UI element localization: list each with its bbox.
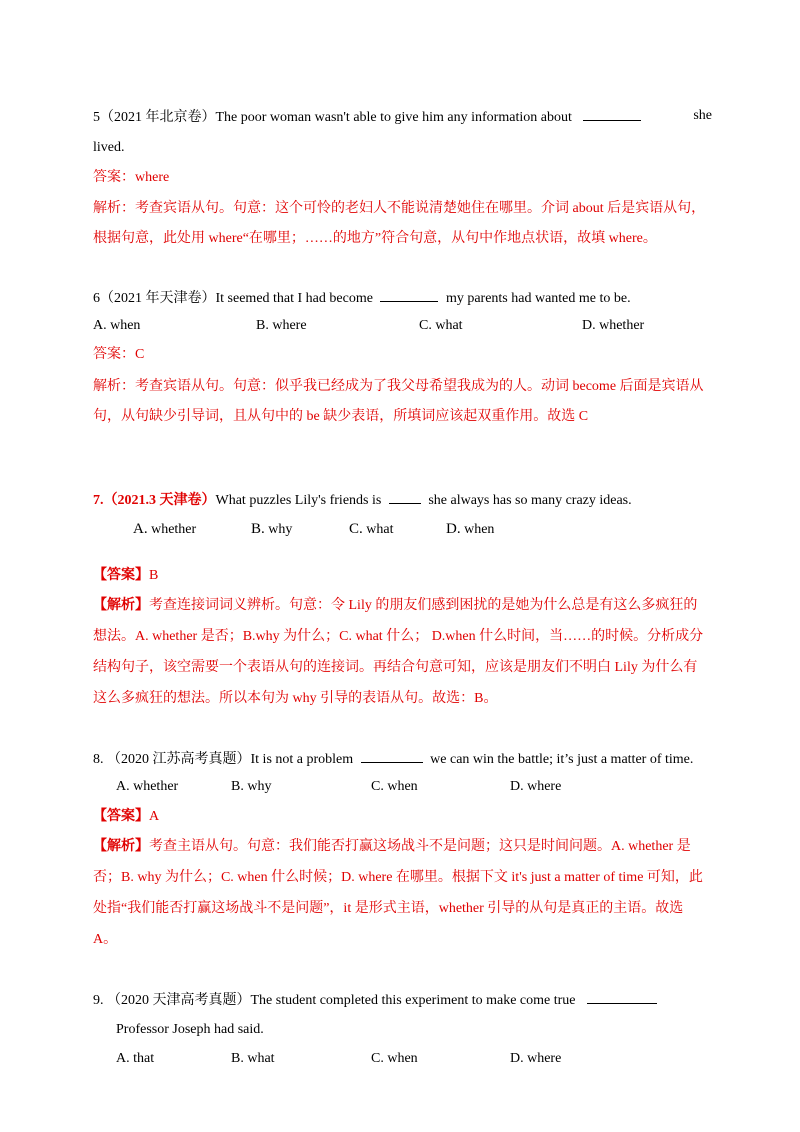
q8-analysis-line2: 否；B. why 为什么；C. when 什么时候；D. where 在哪里。根据下文 it's just a matter of time 可知，此: [93, 870, 703, 885]
q7-source: 7.（2021.3 天津卷）: [93, 493, 216, 508]
q8-option-c: C. when: [371, 779, 418, 794]
q7-stem: [93, 489, 712, 511]
q5-stem-after: she: [693, 108, 712, 123]
q5-analysis-line2: 根据句意，此处用 where“在哪里；……的地方”符合句意，从句中作地点状语，故填 where。: [93, 231, 657, 246]
q5-stem-line2: lived.: [93, 140, 125, 155]
q9-option-c: C. when: [371, 1051, 418, 1066]
q5-analysis-line1: 解析：考查宾语从句。句意：这个可怜的老妇人不能说清楚她住在哪里。介词 about 后是宾语从句，: [93, 201, 706, 216]
q6-options: [93, 316, 693, 336]
q8-analysis-line1: 【解析】考查主语从句。句意：我们能否打赢这场战斗不是问题；这只是时间问题。A. whether 是: [93, 839, 691, 854]
q8-answer: 【答案】A: [93, 809, 160, 824]
q5-stem: [93, 106, 712, 128]
q9-option-d: D. where: [510, 1051, 562, 1066]
q8-blank: [361, 748, 423, 763]
q6-stem-after: my parents had wanted me to be.: [445, 291, 631, 306]
q6-analysis-line2: 句，从句缺少引导词，且从句中的 be 缺少表语，所填词应该起双重作用。故选 C: [93, 409, 589, 424]
q8-analysis-line4: A。: [93, 932, 118, 947]
q5-stem-before: 5（2021 年北京卷）The poor woman wasn't able to give him any information about: [93, 110, 572, 125]
q6-option-b: B. where: [256, 318, 307, 333]
q7-analysis-line2: 想法。A. whether 是否；B.why 为什么；C. what 什么； D.when 什么时间，当……的时候。分析成分: [93, 629, 704, 644]
q8-options: [116, 777, 576, 797]
q7-answer-value: B: [149, 568, 159, 583]
q7-answer: 【答案】B: [93, 568, 159, 583]
q9-options: [116, 1049, 576, 1069]
q6-option-c: C. what: [419, 318, 463, 333]
q7-option-c: C. what: [349, 521, 394, 537]
q9-option-b: B. what: [231, 1051, 275, 1066]
q7-analysis-line1: 【解析】考查连接词词义辨析。句意：令 Lily 的朋友们感到困扰的是她为什么总是有这么多疯狂的: [93, 598, 698, 613]
q8-option-b: B. why: [231, 779, 272, 794]
q9-stem: [93, 989, 712, 1011]
q6-option-a: A. when: [93, 318, 141, 333]
q9-blank: [587, 989, 657, 1004]
q8-stem: [93, 748, 712, 770]
q8-option-d: D. where: [510, 779, 562, 794]
q6-stem: [93, 287, 712, 309]
q7-options: [133, 519, 593, 539]
q5-blank: [583, 106, 641, 121]
q8-stem-before: 8. （2020 江苏高考真题）It is not a problem: [93, 752, 354, 767]
q7-option-a: A. whether: [133, 521, 197, 537]
q7-blank: [389, 489, 421, 504]
q7-analysis-line4: 这么多疯狂的想法。所以本句为 why 引导的表语从句。故选：B。: [93, 691, 498, 706]
q8-answer-value: A: [149, 809, 160, 824]
q5-answer: 答案：where: [93, 170, 170, 185]
q9-option-a: A. that: [116, 1051, 155, 1066]
q9-stem-before: 9. （2020 天津高考真题）The student completed this experiment to make come true: [93, 993, 576, 1008]
q8-option-a: A. whether: [116, 779, 179, 794]
q6-analysis-line1: 解析：考查宾语从句。句意：似乎我已经成为了我父母希望我成为的人。动词 become 后面是宾语从: [93, 379, 704, 394]
q6-blank: [380, 287, 438, 302]
q7-option-d: D. when: [446, 521, 495, 537]
q9-stem-line2: Professor Joseph had said.: [116, 1022, 264, 1037]
q7-option-b: B. why: [251, 521, 293, 537]
q6-answer: 答案：C: [93, 347, 145, 362]
q7-analysis-line3: 结构句子，该空需要一个表语从句的连接词。再结合句意可知，应该是朋友们不明白 Lily 为什么有: [93, 660, 698, 675]
q8-analysis-line3: 处指“我们能否打赢这场战斗不是问题”，it 是形式主语，whether 引导的从句是真正的主语。故选: [93, 901, 684, 916]
q7-stem-after: she always has so many crazy ideas.: [428, 493, 632, 508]
q7-stem-before: What puzzles Lily's friends is: [215, 493, 382, 508]
q8-stem-after: we can win the battle; it’s just a matter of time.: [430, 752, 694, 767]
q6-option-d: D. whether: [582, 318, 645, 333]
q6-stem-before: 6（2021 年天津卷）It seemed that I had become: [93, 291, 373, 306]
